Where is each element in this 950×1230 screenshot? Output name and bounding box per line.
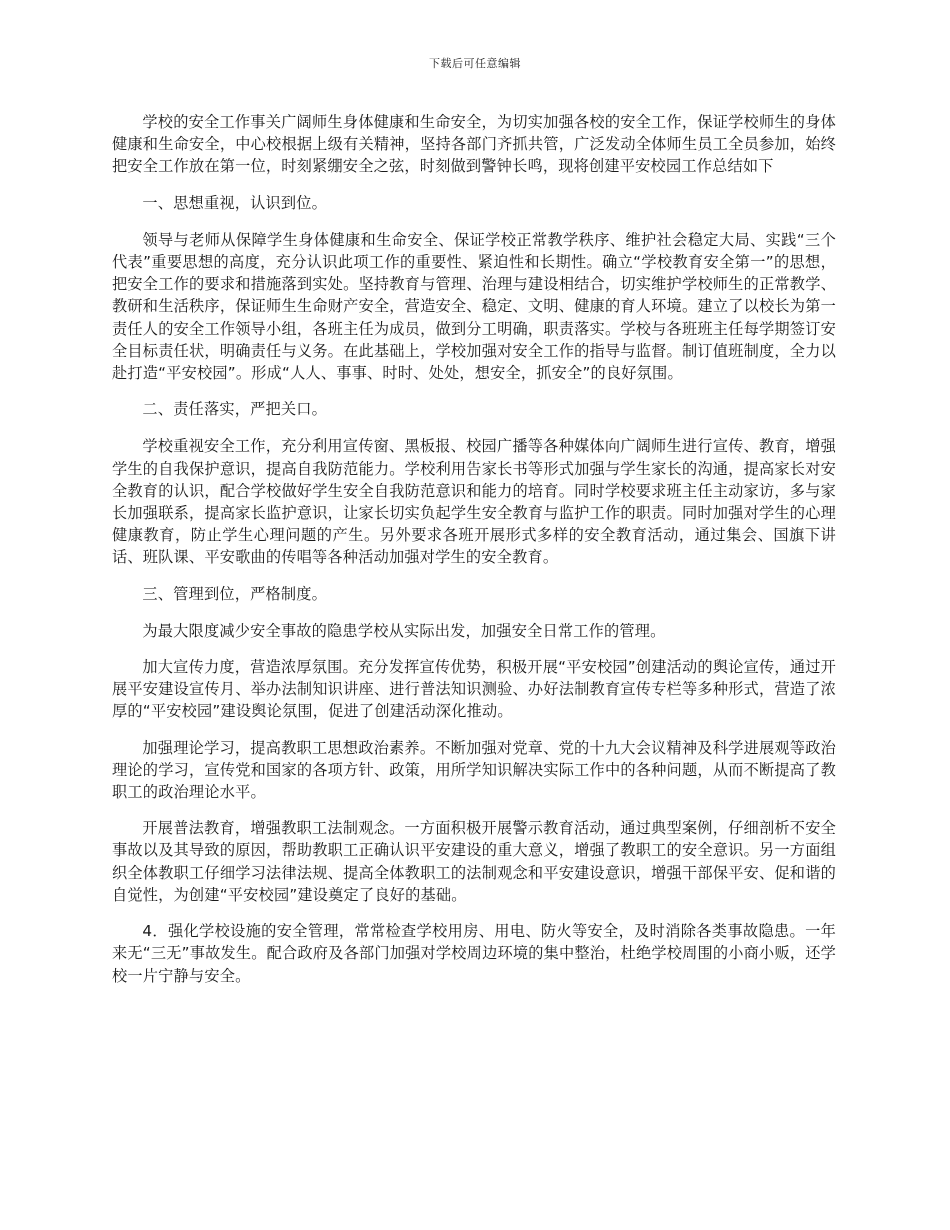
intro-paragraph: 学校的安全工作事关广阔师生身体健康和生命安全，为切实加强各校的安全工作，保证学校师生的身体健康和生命安全，中心校根据上级有关精神，坚持各部门齐抓共管，广泛发动全体师生员工全员参加，始终把安全工作放在第一位，时刻紧绷安全之弦，时刻做到警钟长鸣，现将创建平安校园工作总结如下 (112, 113, 836, 176)
section-heading-3: 三、管理到位，严格制度。 (142, 584, 328, 603)
document-body (112, 111, 836, 1001)
section-heading-1: 一、思想重视，认识到位。 (142, 193, 328, 212)
section-3-item-2-paragraph: 加强理论学习，提高教职工思想政治素养。不断加强对党章、党的十九大会议精神及科学进展观等政治理论的学习，宣传党和国家的各项方针、政策，用所学知识解决实际工作中的各种问题，从而不断提高了教职工的政治理论水平。 (112, 738, 836, 802)
section-heading-2: 二、责任落实，严把关口。 (142, 400, 328, 419)
section-3-intro-paragraph: 为最大限度减少安全事故的隐患学校从实际出发，加强安全日常工作的管理。 (142, 621, 666, 640)
page-header: 下载后可任意编辑 (429, 57, 521, 70)
section-3-item-1-paragraph: 加大宣传力度，营造浓厚氛围。充分发挥宣传优势，积极开展“平安校园”创建活动的舆论宣传，通过开展平安建设宣传月、举办法制知识讲座、进行普法知识测验、办好法制教育宣传专栏等多种形式，营造了浓厚的“平安校园”建设舆论氛围，促进了创建活动深化推动。 (112, 658, 836, 721)
section-1-paragraph: 领导与老师从保障学生身体健康和生命安全、保证学校正常教学秩序、维护社会稳定大局、实践“三个代表”重要思想的高度，充分认识此项工作的重要性、紧迫性和长期性。确立“学校教育安全第一”的思想，把安全工作的要求和措施落到实处。坚持教育与管理、治理与建设相结合，切实维护学校师生的正常教学、教研和生活秩序，保证师生生命财产安全，营造安全、稳定、文明、健康的育人环境。建立了以校长为第一责任人的安全工作领导小组，各班主任为成员，做到分工明确，职责落实。学校与各班班主任每学期签订安全目标责任状，明确责任与义务。在此基础上，学校加强对安全工作的指导与监督。制订值班制度，全力以赴打造“平安校园”。形成“人人、事事、时时、处处，想安全，抓安全”的良好氛围。 (112, 230, 836, 383)
section-2-paragraph: 学校重视安全工作，充分利用宣传窗、黑板报、校园广播等各种媒体向广阔师生进行宣传、教育，增强学生的自我保护意识，提高自我防范能力。学校利用告家长书等形式加强与学生家长的沟通，提高家长对安全教育的认识，配合学校做好学生安全自我防范意识和能力的培育。同时学校要求班主任主动家访，多与家长加强联系，提高家长监护意识，让家长切实负起学生安全教育与监护工作的职责。同时加强对学生的心理健康教育，防止学生心理问题的产生。另外要求各班开展形式多样的安全教育活动，通过集会、国旗下讲话、班队课、平安歌曲的传唱等各种活动加强对学生的安全教育。 (112, 437, 836, 567)
section-3-item-3-paragraph: 开展普法教育，增强教职工法制观念。一方面积极开展警示教育活动，通过典型案例，仔细剖析不安全事故以及其导致的原因，帮助教职工正确认识平安建设的重大意义，增强了教职工的安全意识。另一方面组织全体教职工仔细学习法律法规、提高全体教职工的法制观念和平安建设意识，增强干部保平安、促和谐的自觉性，为创建“平安校园”建设奠定了良好的基础。 (112, 819, 836, 904)
section-3-item-4-paragraph: 4．强化学校设施的安全管理，常常检查学校用房、用电、防火等安全，及时消除各类事故隐患。一年来无“三无”事故发生。配合政府及各部门加强对学校周边环境的集中整治，杜绝学校周围的小商小贩，还学校一片宁静与安全。 (112, 922, 836, 985)
